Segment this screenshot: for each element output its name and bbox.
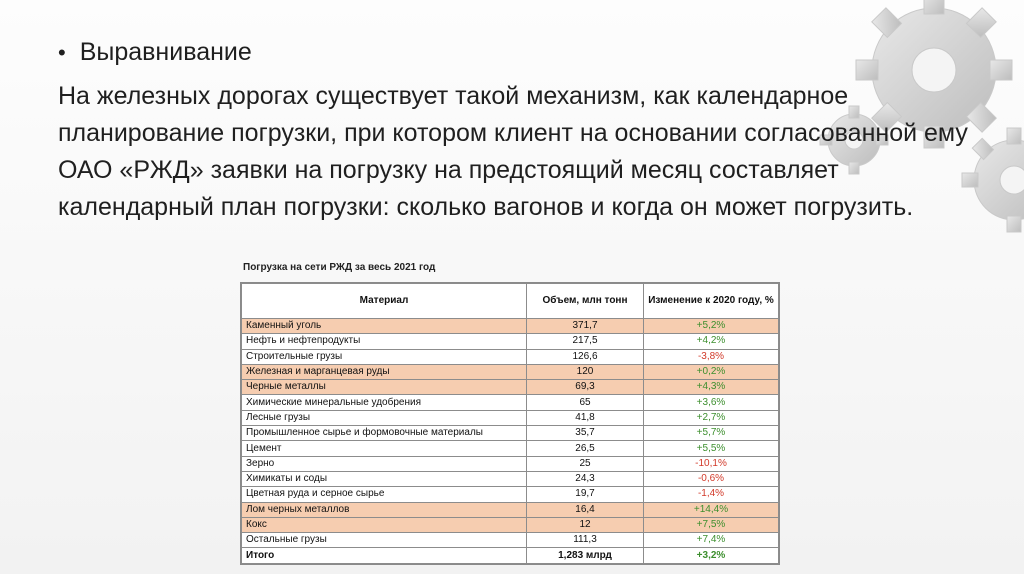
cell-change: +2,7% [644, 410, 779, 425]
cell-change: +0,2% [644, 364, 779, 379]
cell-material: Черные металлы [242, 380, 527, 395]
cell-volume: 26,5 [527, 441, 644, 456]
table-row [242, 456, 779, 471]
cell-volume: 35,7 [527, 426, 644, 441]
bullet-text: Выравнивание [79, 38, 252, 66]
body-paragraph: На железных дорогах существует такой механизм, как календарное планирование погрузки, при котором клиент на основании согласованной ему ОАО «РЖД» заявки на погрузку на предстоящий месяц составляет календарный план погрузки: сколько вагонов и когда он может погрузить. [58, 82, 968, 221]
cell-material: Строительные грузы [242, 349, 527, 364]
cell-volume: 126,6 [527, 349, 644, 364]
cell-volume: 24,3 [527, 471, 644, 486]
cell-material: Нефть и нефтепродукты [242, 334, 527, 349]
cell-material: Железная и марганцевая руды [242, 364, 527, 379]
cell-volume: 65 [527, 395, 644, 410]
table-row [242, 349, 779, 364]
table-title: Погрузка на сети РЖД за весь 2021 год [243, 262, 436, 273]
header-change: Изменение к 2020 году, % [644, 284, 779, 319]
cell-volume: 69,3 [527, 380, 644, 395]
cell-change: +3,6% [644, 395, 779, 410]
cell-material: Химические минеральные удобрения [242, 395, 527, 410]
cell-volume: 25 [527, 456, 644, 471]
cell-material: Лом черных металлов [242, 502, 527, 517]
cell-volume: 371,7 [527, 319, 644, 334]
cell-material: Каменный уголь [242, 319, 527, 334]
table-header-row [242, 284, 779, 319]
table-row [242, 334, 779, 349]
cell-material: Цемент [242, 441, 527, 456]
table-row [242, 395, 779, 410]
cell-material: Зерно [242, 456, 527, 471]
cell-material: Химикаты и соды [242, 471, 527, 486]
bullet-item [58, 38, 252, 67]
cell-change: -10,1% [644, 456, 779, 471]
cell-change: +5,7% [644, 426, 779, 441]
cell-volume: 120 [527, 364, 644, 379]
cell-change: +4,2% [644, 334, 779, 349]
cell-volume: 41,8 [527, 410, 644, 425]
table-row [242, 364, 779, 379]
cell-material: Промышленное сырье и формовочные материалы [242, 426, 527, 441]
table-row [242, 410, 779, 425]
cell-change: +7,4% [644, 533, 779, 548]
cell-change: -0,6% [644, 471, 779, 486]
cell-material: Итого [242, 548, 527, 563]
cell-change: +4,3% [644, 380, 779, 395]
cell-volume: 16,4 [527, 502, 644, 517]
table-row [242, 487, 779, 502]
table-row [242, 319, 779, 334]
table-row [242, 517, 779, 532]
table-row [242, 426, 779, 441]
table-row [242, 380, 779, 395]
cell-material: Лесные грузы [242, 410, 527, 425]
cell-change: -3,8% [644, 349, 779, 364]
cell-change: +5,5% [644, 441, 779, 456]
cell-volume: 12 [527, 517, 644, 532]
table-row [242, 441, 779, 456]
table-row [242, 502, 779, 517]
cell-change: +3,2% [644, 548, 779, 563]
cell-change: +14,4% [644, 502, 779, 517]
table-row [242, 533, 779, 548]
cell-change: -1,4% [644, 487, 779, 502]
cell-volume: 19,7 [527, 487, 644, 502]
cell-material: Остальные грузы [242, 533, 527, 548]
bullet-marker: • [58, 40, 66, 65]
cell-change: +5,2% [644, 319, 779, 334]
cell-material: Кокс [242, 517, 527, 532]
cell-change: +7,5% [644, 517, 779, 532]
cell-volume: 111,3 [527, 533, 644, 548]
cell-material: Цветная руда и серное сырье [242, 487, 527, 502]
cell-volume: 1,283 млрд [527, 548, 644, 563]
header-material: Материал [242, 284, 527, 319]
table-row [242, 471, 779, 486]
cell-volume: 217,5 [527, 334, 644, 349]
loading-table [240, 282, 780, 565]
table-total-row [242, 548, 779, 563]
header-volume: Объем, млн тонн [527, 284, 644, 319]
